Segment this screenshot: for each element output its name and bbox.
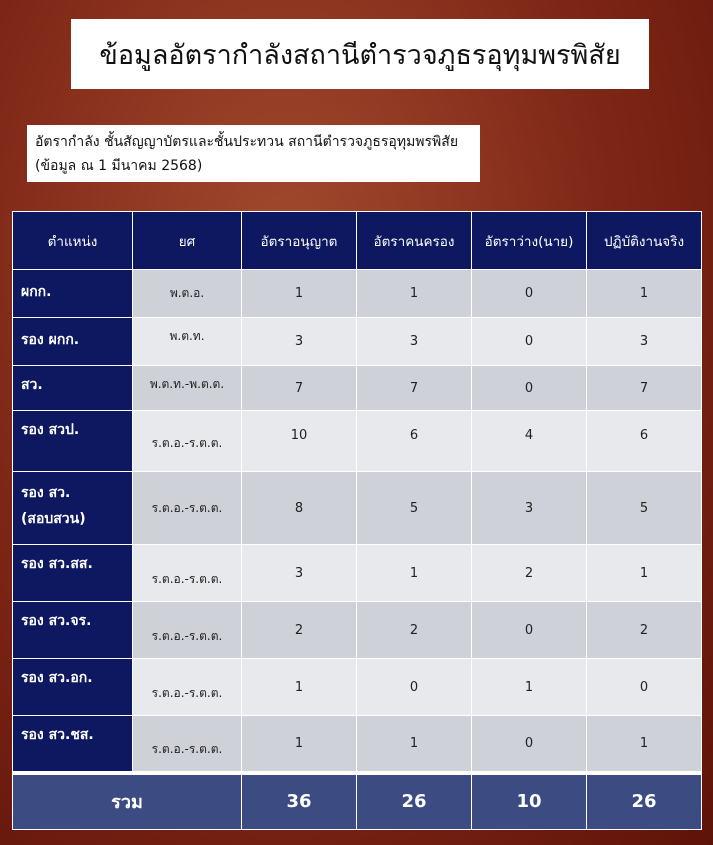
authorized-cell: 2 bbox=[242, 602, 357, 659]
total-vacant: 10 bbox=[472, 773, 587, 830]
actual-cell: 6 bbox=[587, 411, 702, 472]
actual-cell: 1 bbox=[587, 270, 702, 318]
occupied-cell: 6 bbox=[357, 411, 472, 472]
occupied-cell: 1 bbox=[357, 716, 472, 773]
vacant-cell: 0 bbox=[472, 366, 587, 411]
authorized-cell: 3 bbox=[242, 545, 357, 602]
table-row bbox=[13, 270, 702, 318]
table-row bbox=[13, 659, 702, 716]
actual-cell: 5 bbox=[587, 472, 702, 545]
position-cell: รอง สว.(สอบสวน) bbox=[13, 472, 133, 545]
rank-cell: ร.ต.อ.-ร.ต.ต. bbox=[133, 411, 242, 472]
position-cell: รอง สว.สส. bbox=[13, 545, 133, 602]
authorized-cell: 10 bbox=[242, 411, 357, 472]
total-occupied: 26 bbox=[357, 773, 472, 830]
header-vacant: อัตราว่าง(นาย) bbox=[472, 212, 587, 270]
actual-cell: 0 bbox=[587, 659, 702, 716]
authorized-cell: 7 bbox=[242, 366, 357, 411]
table-row bbox=[13, 318, 702, 366]
total-row bbox=[13, 773, 702, 830]
vacant-cell: 4 bbox=[472, 411, 587, 472]
authorized-cell: 1 bbox=[242, 659, 357, 716]
position-cell: รอง สว.จร. bbox=[13, 602, 133, 659]
occupied-cell: 3 bbox=[357, 318, 472, 366]
table-row bbox=[13, 411, 702, 472]
authorized-cell: 1 bbox=[242, 270, 357, 318]
rank-cell: ร.ต.อ.-ร.ต.ต. bbox=[133, 716, 242, 773]
header-authorized: อัตราอนุญาต bbox=[242, 212, 357, 270]
subtitle-box bbox=[27, 125, 480, 182]
header-rank: ยศ bbox=[133, 212, 242, 270]
rank-cell: ร.ต.อ.-ร.ต.ต. bbox=[133, 659, 242, 716]
rank-cell: ร.ต.อ.-ร.ต.ต. bbox=[133, 602, 242, 659]
vacant-cell: 0 bbox=[472, 602, 587, 659]
title-box bbox=[71, 19, 649, 89]
header-occupied: อัตราคนครอง bbox=[357, 212, 472, 270]
table-row bbox=[13, 472, 702, 545]
vacant-cell: 2 bbox=[472, 545, 587, 602]
position-cell: รอง สว.อก. bbox=[13, 659, 133, 716]
occupied-cell: 2 bbox=[357, 602, 472, 659]
total-actual: 26 bbox=[587, 773, 702, 830]
position-cell: รอง สวป. bbox=[13, 411, 133, 472]
table-row bbox=[13, 716, 702, 773]
total-label: รวม bbox=[13, 773, 242, 830]
total-authorized: 36 bbox=[242, 773, 357, 830]
subtitle-line-1: อัตรากำลัง ชั้นสัญญาบัตรและชั้นประทวน สถานีตำรวจภูธรอุทุมพรพิสัย bbox=[35, 134, 459, 150]
position-cell: ผกก. bbox=[13, 270, 133, 318]
position-cell: สว. bbox=[13, 366, 133, 411]
occupied-cell: 5 bbox=[357, 472, 472, 545]
actual-cell: 3 bbox=[587, 318, 702, 366]
vacant-cell: 1 bbox=[472, 659, 587, 716]
table-row bbox=[13, 602, 702, 659]
actual-cell: 1 bbox=[587, 545, 702, 602]
rank-cell: พ.ต.ท. bbox=[133, 318, 242, 366]
rank-cell: พ.ต.อ. bbox=[133, 270, 242, 318]
table-row bbox=[13, 366, 702, 411]
table-row bbox=[13, 545, 702, 602]
vacant-cell: 0 bbox=[472, 318, 587, 366]
vacant-cell: 3 bbox=[472, 472, 587, 545]
table-header-row bbox=[13, 212, 702, 270]
occupied-cell: 0 bbox=[357, 659, 472, 716]
rank-cell: พ.ต.ท.-พ.ต.ต. bbox=[133, 366, 242, 411]
actual-cell: 2 bbox=[587, 602, 702, 659]
authorized-cell: 3 bbox=[242, 318, 357, 366]
authorized-cell: 8 bbox=[242, 472, 357, 545]
staffing-table bbox=[12, 211, 702, 830]
vacant-cell: 0 bbox=[472, 270, 587, 318]
subtitle-line-2: (ข้อมูล ณ 1 มีนาคม 2568) bbox=[35, 158, 203, 174]
page-title: ข้อมูลอัตรากำลังสถานีตำรวจภูธรอุทุมพรพิสัย bbox=[99, 39, 621, 71]
position-cell: รอง ผกก. bbox=[13, 318, 133, 366]
occupied-cell: 7 bbox=[357, 366, 472, 411]
rank-cell: ร.ต.อ.-ร.ต.ต. bbox=[133, 472, 242, 545]
header-actual: ปฏิบัติงานจริง bbox=[587, 212, 702, 270]
authorized-cell: 1 bbox=[242, 716, 357, 773]
occupied-cell: 1 bbox=[357, 545, 472, 602]
header-position: ตำแหน่ง bbox=[13, 212, 133, 270]
occupied-cell: 1 bbox=[357, 270, 472, 318]
actual-cell: 1 bbox=[587, 716, 702, 773]
actual-cell: 7 bbox=[587, 366, 702, 411]
position-cell: รอง สว.ชส. bbox=[13, 716, 133, 773]
rank-cell: ร.ต.อ.-ร.ต.ต. bbox=[133, 545, 242, 602]
vacant-cell: 0 bbox=[472, 716, 587, 773]
